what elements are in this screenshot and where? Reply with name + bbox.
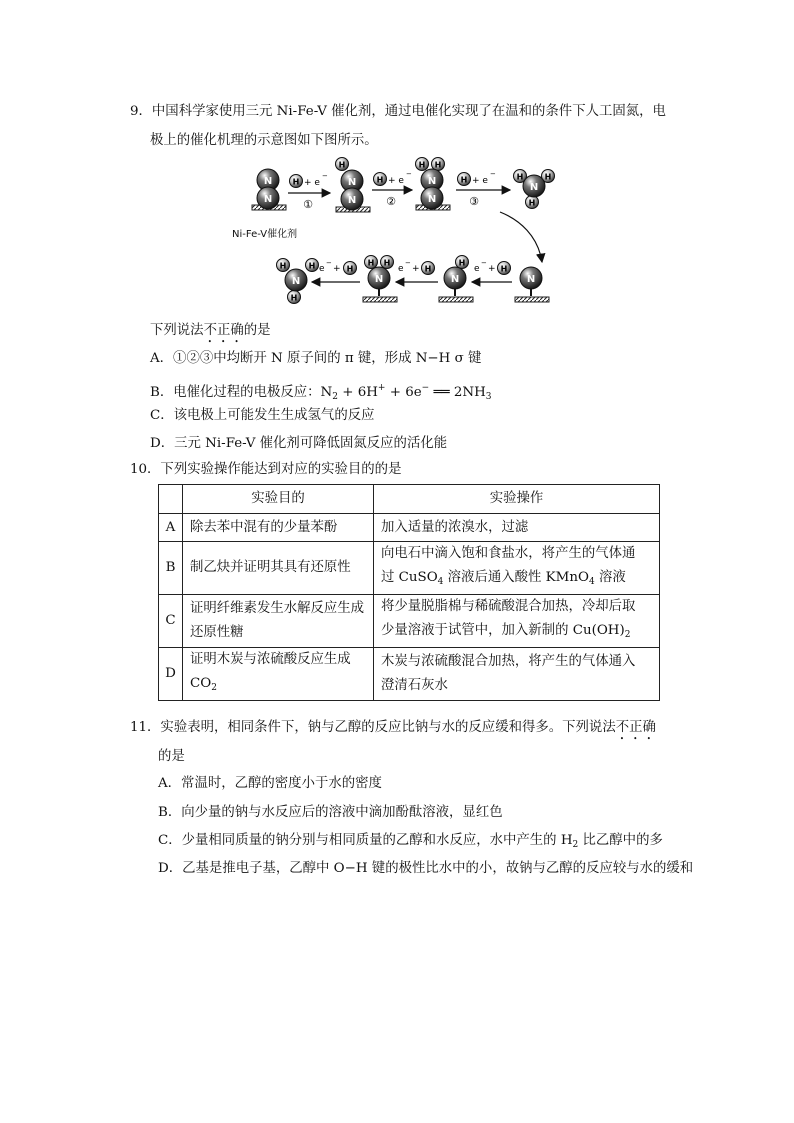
electron-label: e (319, 264, 325, 274)
q9-stem-line2: 极上的催化机理的示意图如下图所示。 (150, 133, 378, 148)
atom-n-label: N (347, 177, 357, 188)
atom-h-label: H (292, 177, 300, 187)
atom-n-label: N (450, 274, 460, 285)
table-row (159, 595, 660, 648)
atom-h-label: H (418, 160, 426, 170)
row-operation: 加入适量的浓溴水，过滤 (374, 514, 660, 542)
q9-option-c: C．该电极上可能发生生成氢气的反应 (150, 408, 375, 423)
minus-sup: − (406, 170, 412, 178)
plus-label: + (412, 264, 420, 274)
row-letter: B (159, 542, 183, 595)
stage-2-n2h (336, 158, 371, 213)
final-nh3 (277, 259, 319, 304)
step-3-arrow (456, 170, 510, 208)
row-purpose: 除去苯中混有的少量苯酚 (183, 514, 374, 542)
q10-stem: 10．下列实验操作能达到对应的实验目的的是 (130, 462, 402, 477)
q9-option-b: B．电催化过程的电极反应：$N_2 + 6H^+ + 6e^-$ ══ $2NH_3$ (150, 383, 492, 402)
stage-6-nh2 (363, 256, 397, 303)
atom-h-label: H (346, 264, 354, 274)
reagent-label: + e (388, 176, 404, 186)
atom-n-label: N (374, 274, 384, 285)
table-row (159, 648, 660, 701)
step-1-arrow (288, 172, 330, 211)
minus-sup: − (481, 259, 487, 267)
plus-label: + (488, 264, 496, 274)
minus-sup: − (490, 170, 496, 178)
minus-sup: − (326, 259, 332, 267)
catalyst-label: Ni-Fe-V催化剂 (232, 229, 298, 240)
header-operation: 实验操作 (374, 485, 660, 514)
header-blank (159, 485, 183, 514)
step-1-label: ① (303, 198, 313, 211)
q11-stem-line2: 的是 (158, 749, 185, 764)
table-header-row (159, 485, 660, 514)
row-purpose: 证明木炭与浓硫酸反应生成 $CO_2$ (183, 648, 374, 701)
minus-sup: − (405, 259, 411, 267)
header-purpose: 实验目的 (183, 485, 374, 514)
atom-n-label: N (427, 194, 437, 205)
atom-n-label: N (263, 176, 273, 187)
stage-1-n2 (232, 169, 297, 240)
atom-h-label: H (383, 258, 391, 268)
reagent-label: + e (304, 178, 320, 188)
atom-n-label: N (526, 274, 536, 285)
atom-h-label: H (500, 264, 508, 274)
row-letter: D (159, 648, 183, 701)
atom-n-label: N (347, 195, 357, 206)
table-row (159, 514, 660, 542)
row-purpose: 证明纤维素发生水解反应生成 还原性糖 (183, 595, 374, 648)
atom-h-label: H (338, 160, 346, 170)
row-letter: A (159, 514, 183, 542)
curved-arrow (500, 212, 542, 262)
atom-n-label: N (529, 182, 539, 193)
q11-stem-line1: 11．实验表明，相同条件下，钠与乙醇的反应比钠与水的反应缓和得多。下列说法不正确 (130, 720, 656, 735)
atom-h-label: H (544, 172, 552, 182)
step-3-label: ③ (469, 195, 479, 208)
q9-option-d: D．三元 Ni-Fe-V 催化剂可降低固氮反应的活化能 (150, 436, 448, 451)
step-5-arrow (396, 259, 438, 282)
stage-4-surface-n (515, 267, 549, 302)
atom-h-label: H (516, 172, 524, 182)
atom-n-label: N (291, 276, 301, 287)
q11-option-a: A．常温时，乙醇的密度小于水的密度 (158, 776, 382, 791)
atom-h-label: H (424, 264, 432, 274)
experiment-table (158, 484, 660, 701)
q9-prompt: 下列说法不正确的是 (150, 323, 271, 338)
atom-h-label: H (290, 293, 298, 303)
atom-h-label: H (434, 160, 442, 170)
step-6-arrow (312, 259, 360, 282)
atom-n-label: N (263, 194, 273, 205)
plus-label: + (333, 264, 341, 274)
atom-h-label: H (367, 258, 375, 268)
q9-option-a: A．①②③中均断开 N 原子间的 π 键，形成 N−H σ 键 (150, 351, 482, 366)
q11-option-b: B．向少量的钠与水反应后的溶液中滴加酚酞溶液，显红色 (158, 805, 503, 820)
atom-h-label: H (279, 261, 287, 271)
atom-h-label: H (458, 258, 466, 268)
atom-n-label: N (427, 176, 437, 187)
minus-sup: − (322, 172, 328, 180)
reagent-label: + e (472, 176, 488, 186)
q11-option-c: C．少量相同质量的钠分别与相同质量的乙醇和水反应，水中产生的 $H_2$ 比乙醇中的多 (158, 833, 663, 850)
stage-5-nh (439, 256, 473, 303)
row-letter: C (159, 595, 183, 648)
step-2-arrow (372, 170, 412, 208)
atom-h-label: H (376, 175, 384, 185)
catalysis-mechanism-diagram (0, 0, 794, 320)
step-2-label: ② (386, 195, 396, 208)
row-operation: 木炭与浓硫酸混合加热，将产生的气体通入 澄清石灰水 (374, 648, 660, 701)
table-row (159, 542, 660, 595)
atom-h-label: H (308, 261, 316, 271)
released-nh3 (514, 170, 555, 209)
electron-label: e (398, 264, 404, 274)
q11-option-d: D．乙基是推电子基，乙醇中 O−H 键的极性比水中的小，故钠与乙醇的反应较与水的缓和 (158, 861, 694, 876)
electron-label: e (474, 264, 480, 274)
q9-stem-line1: 9．中国科学家使用三元 Ni-Fe-V 催化剂，通过电催化实现了在温和的条件下人工固氮，电 (130, 104, 666, 119)
step-4-arrow (472, 259, 512, 282)
row-purpose: 制乙炔并证明其具有还原性 (183, 542, 374, 595)
row-operation: 向电石中滴入饱和食盐水，将产生的气体通 过 CuSO$_4$ 溶液后通入酸性 KMnO$_4$ 溶液 (374, 542, 660, 595)
atom-h-label: H (528, 198, 536, 208)
row-operation: 将少量脱脂棉与稀硫酸混合加热，冷却后取 少量溶液于试管中，加入新制的 $Cu(OH)_2$ (374, 595, 660, 648)
atom-h-label: H (460, 175, 468, 185)
stage-3-n2h2 (416, 158, 451, 211)
